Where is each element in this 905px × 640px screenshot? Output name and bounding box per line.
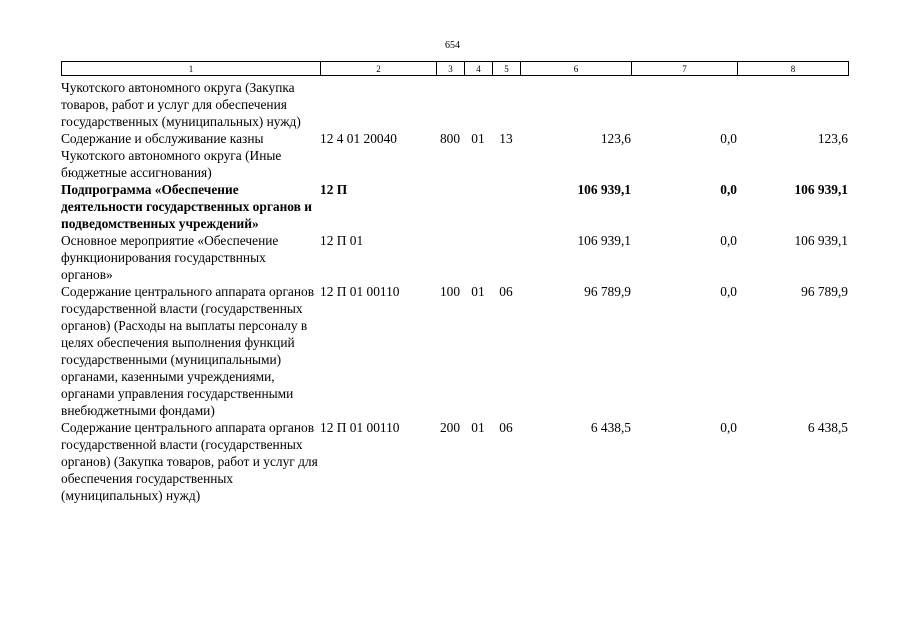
amount: 106 939,1 [577, 182, 631, 197]
col-number-6: 6 [521, 62, 632, 76]
page-number: 654 [445, 40, 460, 51]
target-article-code [320, 79, 436, 130]
subsection [492, 181, 520, 232]
expense-type [436, 79, 464, 130]
table-row [61, 419, 848, 504]
change-amount [631, 79, 737, 130]
table-row [61, 181, 848, 232]
target-article-code: 12 П 01 [320, 233, 364, 248]
col-number-5: 5 [493, 62, 521, 76]
section [464, 232, 492, 283]
target-article-code: 12 П [320, 182, 348, 197]
table-row [61, 130, 848, 181]
col-number-1: 1 [62, 62, 321, 76]
item-name: Содержание центрального аппарата органов государственной власти (государственных органов) (Расходы на выплаты персоналу в целях обеспечения выполнения функций государственными (муниципальными) органами, казенными учреждениями, органами управления государственными внебюджетными фондами) [61, 284, 315, 418]
expense-type: 800 [439, 131, 461, 146]
item-name: Основное мероприятие «Обеспечение функционирования государствнных органов» [61, 233, 279, 282]
target-article-code: 12 П 01 00110 [320, 420, 400, 435]
change-amount: 0,0 [720, 284, 737, 299]
amount: 106 939,1 [577, 233, 631, 248]
amount: 6 438,5 [590, 420, 631, 435]
target-article-code: 12 4 01 20040 [320, 131, 397, 146]
col-number-8: 8 [738, 62, 849, 76]
subsection: 06 [499, 420, 513, 435]
total-amount [737, 79, 848, 130]
item-name: Чукотского автономного округа (Закупка товаров, работ и услуг для обеспечения государственных (муниципальных) нужд) [61, 80, 301, 129]
change-amount: 0,0 [720, 233, 737, 248]
table-row [61, 79, 848, 130]
section [464, 181, 492, 232]
total-amount: 106 939,1 [794, 233, 848, 248]
amount: 96 789,9 [584, 284, 631, 299]
expense-type [436, 232, 464, 283]
expense-type: 200 [439, 420, 461, 435]
section: 01 [471, 420, 485, 435]
table-row [61, 232, 848, 283]
change-amount: 0,0 [720, 131, 737, 146]
amount [520, 79, 631, 130]
subsection: 06 [499, 284, 513, 299]
section: 01 [471, 131, 485, 146]
expense-type [436, 181, 464, 232]
subsection [492, 79, 520, 130]
change-amount: 0,0 [720, 420, 737, 435]
col-number-2: 2 [321, 62, 437, 76]
table-row [61, 283, 848, 419]
total-amount: 6 438,5 [807, 420, 848, 435]
item-name: Содержание и обслуживание казны Чукотского автономного округа (Иные бюджетные ассигнования) [61, 131, 282, 180]
change-amount: 0,0 [720, 182, 737, 197]
col-number-4: 4 [465, 62, 493, 76]
target-article-code: 12 П 01 00110 [320, 284, 400, 299]
amount: 123,6 [600, 131, 631, 146]
total-amount: 96 789,9 [801, 284, 848, 299]
section: 01 [471, 284, 485, 299]
expense-type: 100 [439, 284, 461, 299]
subsection: 13 [499, 131, 513, 146]
col-number-3: 3 [437, 62, 465, 76]
item-name: Подпрограмма «Обеспечение деятельности государственных органов и подведомственных учреждений» [61, 182, 312, 231]
section [464, 79, 492, 130]
total-amount: 106 939,1 [794, 182, 848, 197]
subsection [492, 232, 520, 283]
item-name: Содержание центрального аппарата органов государственной власти (государственных органов) (Закупка товаров, работ и услуг для обеспечения государственных (муниципальных) нужд) [61, 420, 318, 503]
budget-table [61, 79, 848, 504]
total-amount: 123,6 [817, 131, 848, 146]
column-number-header [61, 61, 849, 76]
col-number-7: 7 [632, 62, 738, 76]
header-row [62, 62, 849, 76]
